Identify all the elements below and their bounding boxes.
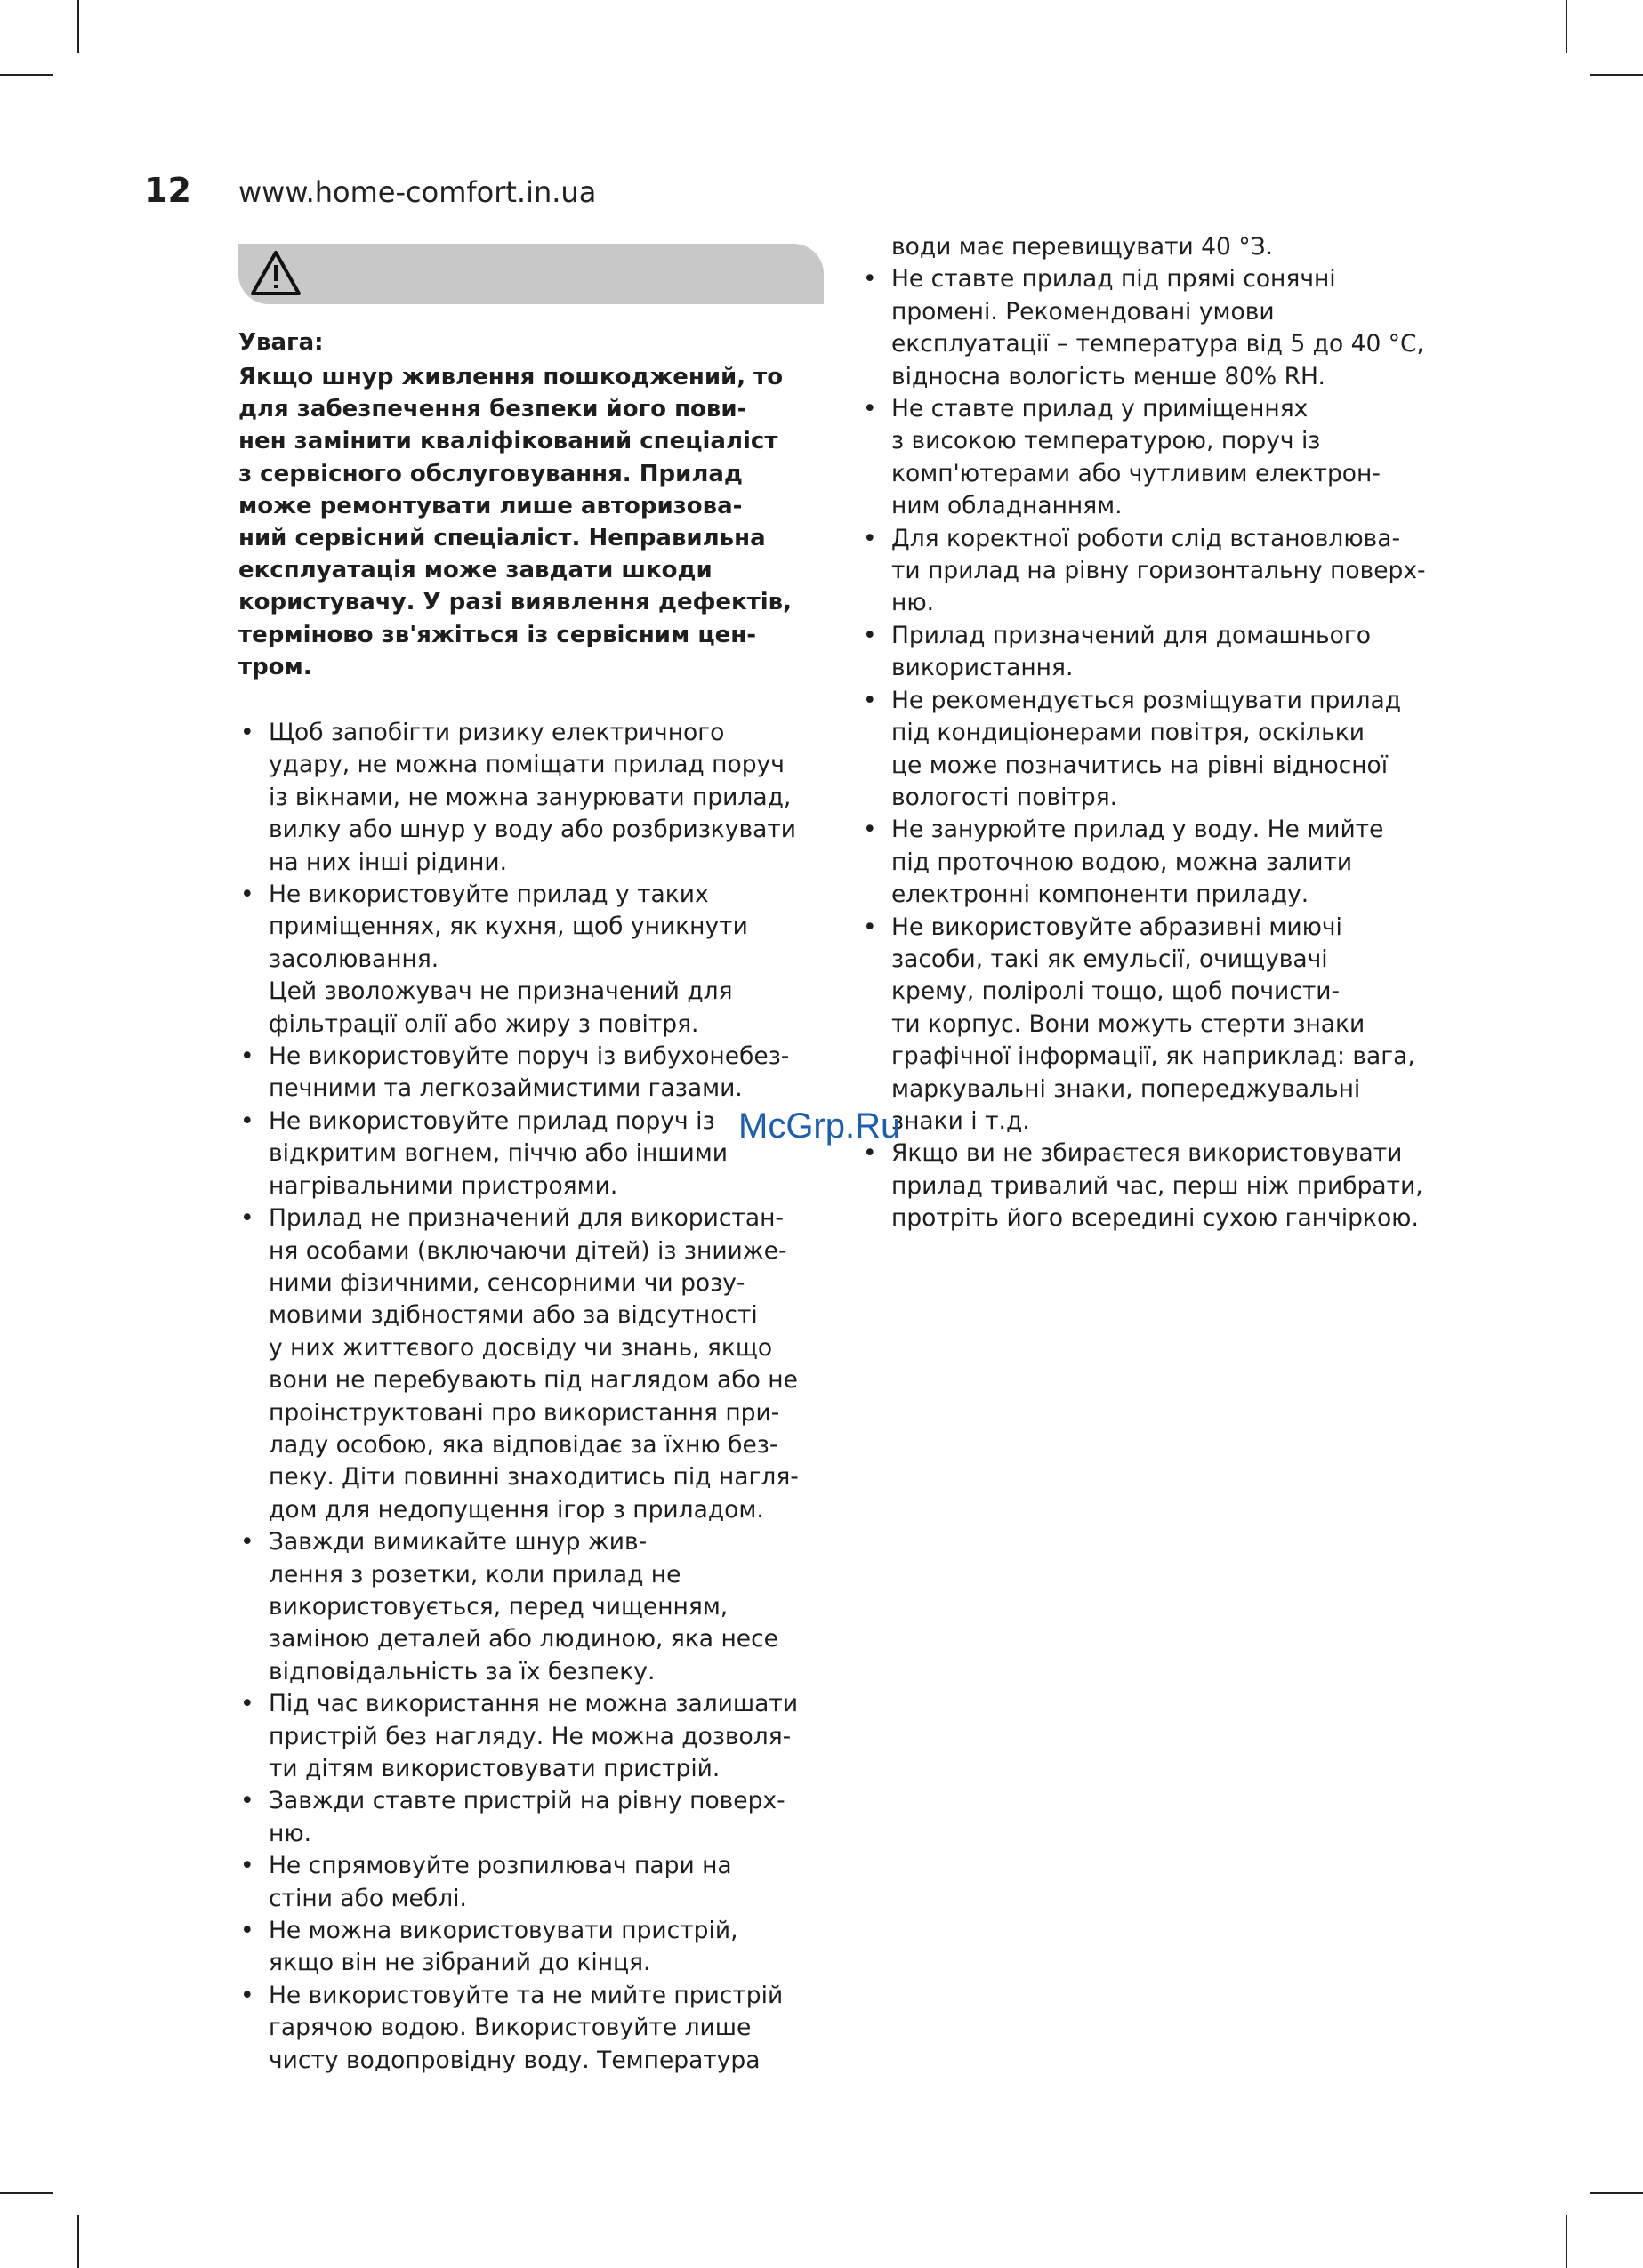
list-item — [238, 1688, 826, 1785]
crop-mark — [1566, 0, 1567, 53]
text-line: проінструктовані про використання при- — [269, 1398, 780, 1427]
list-item-note — [269, 976, 826, 1041]
crop-mark — [0, 2192, 53, 2194]
warning-banner — [238, 244, 824, 304]
text-line: • Не ставте прилад під прямі сонячні — [891, 265, 1336, 294]
crop-mark — [1566, 2215, 1567, 2268]
list-item — [861, 523, 1457, 620]
text-line: ним обладнанням. — [891, 492, 1123, 520]
text-line: вилку або шнур у воду або розбризкувати — [269, 816, 797, 844]
text-line: користувачу. У разі виявлення дефектів, — [238, 589, 793, 616]
text-line: вологості повітря. — [891, 783, 1118, 811]
text-line: • Не спрямовуйте розпилювач пари на — [269, 1852, 732, 1880]
text-line: нен замінити кваліфікований спеціаліст — [238, 428, 778, 455]
list-item — [238, 1041, 826, 1106]
list-item — [238, 1980, 826, 2077]
text-line: крему, поліролі тощо, щоб почисти- — [891, 977, 1341, 1006]
text-line: відповідальність за їх безпеку. — [269, 1657, 656, 1685]
text-line: протріть його всередині сухою ганчіркою. — [891, 1204, 1419, 1233]
text-line: знаки і т.д. — [891, 1106, 1030, 1135]
text-line: засоби, такі як емульсії, очищувачі — [891, 945, 1328, 973]
watermark: McGrp.Ru — [738, 1106, 901, 1146]
text-line: приміщеннях, як кухня, щоб уникнути — [269, 913, 748, 941]
text-line: Якщо шнур живлення пошкоджений, то — [238, 364, 784, 390]
text-line: ню. — [891, 589, 935, 617]
text-line: використання. — [891, 654, 1074, 682]
text-line: під проточною водою, можна залити — [891, 848, 1353, 876]
list-item — [238, 879, 826, 1041]
list-item — [861, 231, 1457, 263]
list-item — [861, 263, 1457, 393]
text-line: пеку. Діти повинні знаходитись під нагля- — [269, 1463, 799, 1492]
text-line: з високою температурою, поруч із — [891, 427, 1321, 455]
text-line: використовується, перед чищенням, — [269, 1592, 729, 1621]
text-line: • Не можна використовувати пристрій, — [269, 1917, 738, 1945]
list-item — [861, 685, 1457, 815]
text-line: прилад тривалий час, перш ніж прибрати, — [891, 1171, 1423, 1200]
text-line: ладу особою, яка відповідає за їхню без- — [269, 1430, 778, 1459]
text-line: може ремонтувати лише авторизова- — [238, 492, 743, 519]
text-line: • Не занурюйте прилад у воду. Не мийте — [891, 816, 1384, 844]
text-line: • Прилад призначений для домашнього — [891, 621, 1372, 649]
page-header — [144, 171, 596, 210]
page-number: 12 — [144, 171, 191, 210]
text-line: ний сервісний спеціаліст. Неправильна — [238, 525, 766, 552]
text-line: Цей зволожувач не призначений для — [269, 977, 733, 1006]
text-line: • Прилад не призначений для використан- — [269, 1204, 784, 1233]
list-item — [238, 717, 826, 879]
text-line: ти прилад на рівну горизонтальну поверх- — [891, 557, 1426, 585]
left-column-list — [238, 717, 826, 2077]
text-line: експлуатація може завдати шкоди — [238, 557, 713, 584]
text-line: чисту водопровідну воду. Температура — [269, 2046, 761, 2074]
warning-title: Увага: — [238, 329, 324, 356]
list-item — [861, 393, 1457, 523]
list-item — [238, 1785, 826, 1850]
text-line: промені. Рекомендовані умови — [891, 297, 1275, 326]
text-line: • Під час використання не можна залишати — [269, 1690, 799, 1718]
text-line: • Не використовуйте прилад поруч із — [269, 1106, 715, 1135]
text-line: • Для коректної роботи слід встановлюва- — [891, 524, 1401, 552]
text-line: терміново зв'яжіться із сервісним цен- — [238, 621, 756, 648]
text-line: відкритим вогнем, піччю або іншими — [269, 1139, 728, 1168]
text-line: ня особами (включаючи дітей) із знииже- — [269, 1236, 787, 1265]
text-line: • Не рекомендується розміщувати прилад — [891, 686, 1402, 714]
text-line: печними та легкозаймистими газами. — [269, 1074, 743, 1103]
text-line: фільтрації олії або жиру з повітря. — [269, 1009, 699, 1038]
text-line: комп'ютерами або чутливим електрон- — [891, 459, 1381, 487]
crop-mark — [77, 2215, 79, 2268]
text-line: пристрій без нагляду. Не можна дозволя- — [269, 1722, 792, 1750]
text-line: лення з розетки, коли прилад не — [269, 1560, 681, 1588]
list-item — [238, 1106, 826, 1202]
text-line: • Завжди ставте пристрій на рівну поверх- — [269, 1787, 785, 1815]
text-line: • Якщо ви не збираєтеся використовувати — [891, 1139, 1403, 1168]
text-line: з сервісного обслуговування. Прилад — [238, 460, 743, 487]
list-item — [861, 814, 1457, 911]
text-line: засолювання. — [269, 945, 439, 973]
text-line: якщо він не зібраний до кінця. — [269, 1949, 651, 1977]
crop-mark — [1590, 74, 1643, 76]
text-line: мовими здібностями або за відсутності — [269, 1301, 758, 1330]
list-item — [861, 620, 1457, 685]
text-line: на них інші рідини. — [269, 848, 508, 876]
text-line: графічної інформації, як наприклад: вага, — [891, 1042, 1415, 1071]
text-line: стіни або меблі. — [269, 1884, 467, 1912]
text-line: під кондиціонерами повітря, оскільки — [891, 719, 1365, 747]
warning-triangle-icon — [249, 249, 302, 297]
website-url: www.home-comfort.in.ua — [238, 175, 597, 209]
text-line: заміною деталей або людиною, яка несе — [269, 1625, 778, 1653]
text-line: для забезпечення безпеки його пови- — [238, 396, 747, 423]
text-line: маркувальні знаки, попереджувальні — [891, 1074, 1361, 1103]
text-line: електронні компоненти приладу. — [891, 881, 1309, 909]
text-line: • Не використовуйте абразивні миючі — [891, 913, 1342, 941]
text-line: ти дітям використовувати пристрій. — [269, 1755, 721, 1782]
right-column-list — [861, 231, 1457, 1235]
text-line: ню. — [269, 1819, 312, 1847]
list-item — [238, 1850, 826, 1915]
crop-mark — [0, 74, 53, 76]
crop-mark — [77, 0, 79, 53]
list-item — [238, 1915, 826, 1980]
list-item — [861, 912, 1457, 1138]
text-line: удару, не можна поміщати прилад поруч — [269, 751, 785, 779]
list-item — [238, 1202, 826, 1526]
text-line: нагрівальними пристроями. — [269, 1171, 618, 1200]
text-line: тром. — [238, 653, 312, 680]
text-line: • Не використовуйте прилад у таких — [269, 881, 709, 909]
text-line: відносна вологість менше 80% RH. — [891, 362, 1325, 390]
text-line: експлуатації – температура від 5 до 40 °С, — [891, 330, 1424, 358]
list-item — [861, 1138, 1457, 1235]
text-line: • Завжди вимикайте шнур жив- — [269, 1528, 648, 1556]
text-line: дом для недопущення ігор з приладом. — [269, 1495, 764, 1524]
text-line: ти корпус. Вони можуть стерти знаки — [891, 1009, 1365, 1038]
text-line: • Не використовуйте та не мийте пристрій — [269, 1981, 784, 2009]
list-item — [238, 1526, 826, 1688]
text-line: води має перевищувати 40 °З. — [891, 233, 1273, 261]
warning-text — [238, 361, 826, 683]
text-line: • Щоб запобігти ризику електричного — [269, 719, 725, 746]
text-line: • Не використовуйте поруч із вибухонебез- — [269, 1042, 790, 1071]
text-line: • Не ставте прилад у приміщеннях — [891, 395, 1309, 423]
text-line: ними фізичними, сенсорними чи розу- — [269, 1268, 745, 1297]
text-line: вони не перебувають під наглядом або не — [269, 1366, 798, 1395]
text-line: із вікнами, не можна занурювати прилад, — [269, 783, 792, 811]
crop-mark — [1590, 2192, 1643, 2194]
text-line: у них життєвого досвіду чи знань, якщо — [269, 1333, 773, 1362]
text-line: це може позначитись на рівні відносної — [891, 751, 1389, 779]
text-line: гарячою водою. Використовуйте лише — [269, 2014, 752, 2042]
